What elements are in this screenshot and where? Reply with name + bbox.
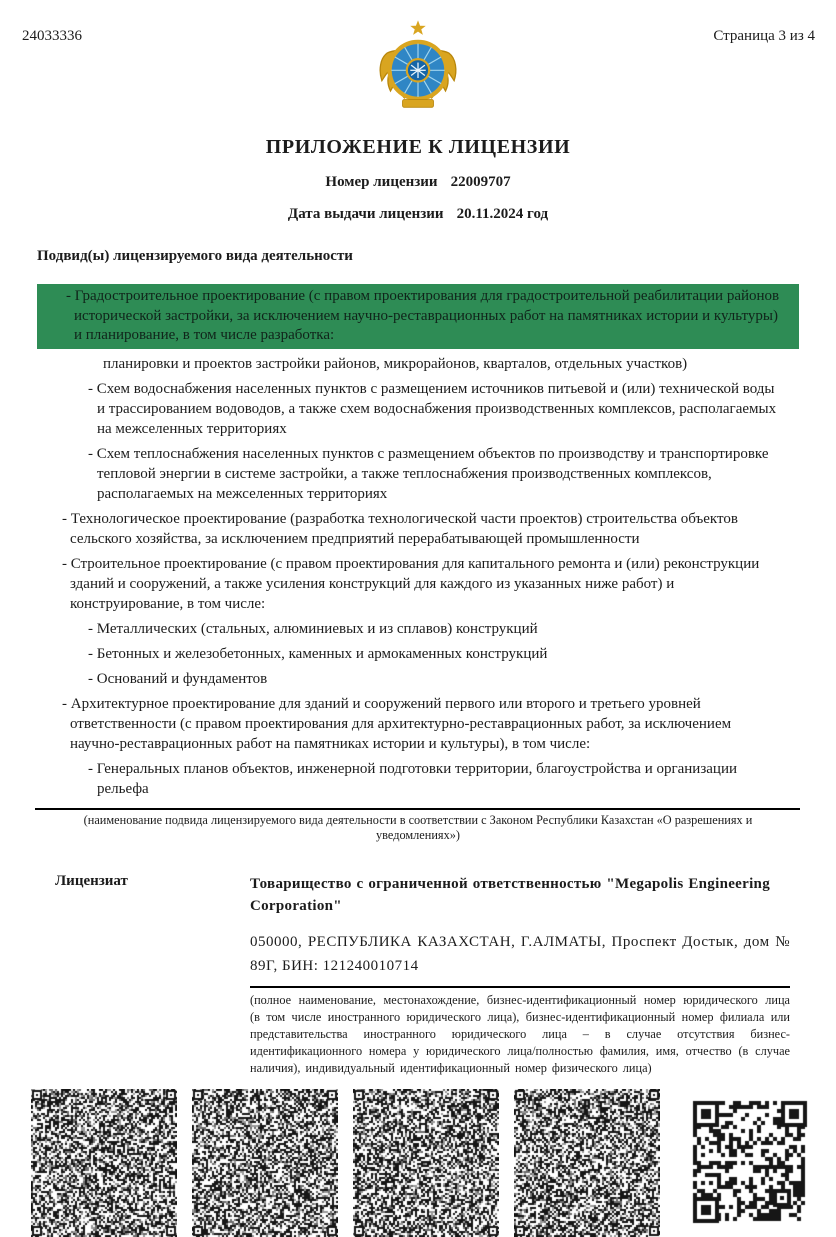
subtype-item: - Металлических (стальных, алюминиевых и из сплавов) конструкций: [88, 620, 538, 637]
barcode-2: [192, 1089, 338, 1237]
subtype-item: - Оснований и фундаментов: [88, 670, 268, 687]
subtypes-list: [0, 354, 836, 799]
document-number: 24033336: [22, 28, 82, 44]
licensee-address: 050000, РЕСПУБЛИКА КАЗАХСТАН, Г.АЛМАТЫ, Проспект Достык, дом № 89Г, БИН: 121240010714: [250, 933, 790, 974]
page-indicator: Страница 3 из 4: [713, 28, 815, 44]
verification-codes-row: [0, 1089, 836, 1237]
subtype-item: - Схем теплоснабжения населенных пунктов с размещением объектов по производству и транспортировке тепловой энергии в системе застройки, а также теплоснабжения производственных комплексов, располагаемых на межселенных территориях: [88, 445, 769, 502]
license-number-value: 22009707: [450, 174, 511, 190]
barcode-1: [31, 1089, 177, 1237]
licensee-label: Лицензиат: [55, 872, 128, 889]
qr-code-wrapper: [691, 1089, 809, 1225]
license-number-label: Номер лицензии: [325, 174, 438, 190]
kazakhstan-emblem-icon: [375, 20, 461, 117]
licensee-details: [250, 873, 790, 1077]
qr-code: [691, 1099, 809, 1225]
footnote-divider: [35, 808, 800, 810]
license-date-label: Дата выдачи лицензии: [287, 206, 444, 222]
subtype-item: - Технологическое проектирование (разработка технологической части проектов) строительства объектов сельского хозяйства, за исключением предприятий перерабатывающей промышленности: [62, 510, 738, 547]
licensee-section: [0, 873, 836, 1077]
license-date-value: 20.11.2024 год: [456, 206, 549, 222]
page-title: ПРИЛОЖЕНИЕ К ЛИЦЕНЗИИ: [265, 136, 571, 158]
subtype-item: - Строительное проектирование (с правом проектирования для капитального ремонта и (или) реконструкции зданий и сооружений, а также усиления конструкций для каждого из указанных ниже работ) и конструирование, в том числе:: [62, 555, 760, 612]
subtypes-heading: Подвид(ы) лицензируемого вида деятельности: [37, 248, 353, 264]
fine-print-divider: [250, 986, 790, 988]
subtype-item: - Генеральных планов объектов, инженерной подготовки территории, благоустройства и организации рельефа: [88, 760, 737, 797]
subtype-item: планировки и проектов застройки районов, микрорайонов, кварталов, отдельных участков): [103, 355, 688, 372]
license-number-line: [0, 174, 836, 191]
licensee-name: Товарищество с ограниченной ответственностью "Megapolis Engineering Corporation": [250, 875, 770, 914]
page-header: [0, 20, 836, 114]
subtype-item: - Архитектурное проектирование для зданий и сооружений первого или второго и третьего уровней ответственности (с правом проектирования для архитектурно-реставрационных работ, за исключением научно-реставрационных работ на памятниках истории и культуры), в том числе:: [62, 695, 732, 752]
subtype-item: - Схем водоснабжения населенных пунктов с размещением источников питьевой и (или) технической воды и трассированием водоводов, а также схем водоснабжения производственных комплексов, располагаемых на межселенных территориях: [88, 380, 777, 437]
subtype-item: - Бетонных и железобетонных, каменных и армокаменных конструкций: [88, 645, 548, 662]
highlighted-subtype: - Градостроительное проектирование (с правом проектирования для градостроительной реабилитации районов исторической застройки, за исключением научно-реставрационных работ на памятниках истории и культуры) и планирование, в том числе разработка:: [37, 284, 799, 349]
barcode-4: [514, 1089, 660, 1237]
license-date-line: [0, 206, 836, 223]
subtypes-footnote: (наименование подвида лицензируемого вида деятельности в соответствии с Законом Республики Казахстан «О разрешениях и уведомлениях»): [83, 812, 753, 842]
licensee-fine-print: (полное наименование, местонахождение, бизнес-идентификационный номер юридического лица (в том числе иностранного юридического лица), бизнес-идентификационный номер филиала или представительства иностранного юридического лица – в случае отсутствия бизнес-идентификационного номера у юридического лица/полностью фамилия, имя, отчество (в случае наличия), индивидуальный идентификационный номер физического лица): [250, 992, 790, 1075]
barcode-3: [353, 1089, 499, 1237]
